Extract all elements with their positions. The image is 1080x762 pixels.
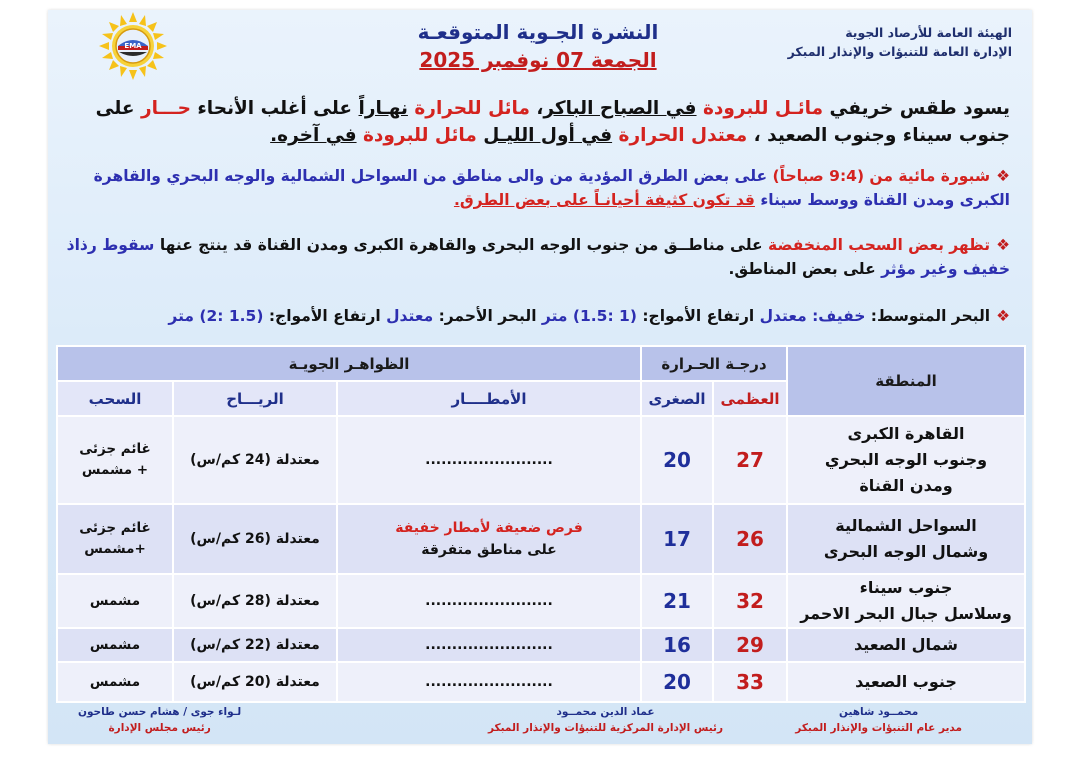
- med-waves-label: ارتفاع الأمواج:: [636, 307, 760, 325]
- bullet-icon: ❖: [996, 236, 1010, 254]
- header-phenomena: الظواهـر الجويـة: [57, 346, 641, 381]
- table-row: [57, 662, 1025, 702]
- region-cell: شمال الصعيد: [787, 628, 1025, 662]
- summary-underlined: نهـاراً: [358, 98, 408, 119]
- table-row: [57, 574, 1025, 628]
- header-temperature: درجـة الحـرارة: [641, 346, 787, 381]
- signature-forecast-director: محمــود شاهين مدير عام التنبؤات والإنذار المبكر: [795, 706, 962, 734]
- max-temp: 26: [713, 504, 787, 574]
- summary-text: على أغلب الأنحاء: [190, 98, 359, 119]
- signature-central-director: عماد الدين محمــود رئيس الإدارة المركزية للتنبؤات والإنذار المبكر: [488, 706, 724, 734]
- ema-logo: [90, 10, 176, 82]
- table-row: [57, 504, 1025, 574]
- sea-state: [66, 304, 1010, 328]
- rain-cell: ........................: [337, 416, 641, 504]
- summary-underlined: في آخره.: [270, 125, 357, 146]
- wind-cell: معتدلة (24 كم/س): [173, 416, 337, 504]
- region-cell: جنوب الصعيد: [787, 662, 1025, 702]
- cloud-headline: تظهر بعض السحب المنخفضة: [768, 236, 991, 254]
- header-max: العظمى: [713, 381, 787, 416]
- min-temp: 16: [641, 628, 713, 662]
- min-temp: 21: [641, 574, 713, 628]
- header-rain: الأمطــــار: [337, 381, 641, 416]
- med-waves-value: (1 :1.5) متر: [541, 307, 637, 325]
- med-sea-label: البحر المتوسط:: [865, 307, 991, 325]
- wind-cell: معتدلة (22 كم/س): [173, 628, 337, 662]
- header-wind: الريـــاح: [173, 381, 337, 416]
- org-name: الهيئة العامة للأرصاد الجوية: [845, 25, 1012, 40]
- red-sea-value: معتدل: [386, 307, 434, 325]
- summary-highlight: مائل للبرودة: [363, 125, 477, 146]
- bulletin-title: النشرة الجـوية المتوقعـة: [417, 20, 659, 44]
- region-cell: السواحل الشمالية وشمال الوجه البحرى: [787, 504, 1025, 574]
- max-temp: 32: [713, 574, 787, 628]
- summary-highlight: حـــار: [141, 98, 191, 119]
- rain-cell: فرص ضعيفة لأمطار خفيفة على مناطق متفرقة: [337, 504, 641, 574]
- max-temp: 27: [713, 416, 787, 504]
- rain-cell: ........................: [337, 574, 641, 628]
- red-waves-label: ارتفاع الأمواج:: [263, 307, 387, 325]
- summary-text: على جنوب سيناء وجنوب الصعيد ،: [95, 98, 1010, 146]
- region-cell: جنوب سيناء وسلاسل جبال البحر الاحمر: [787, 574, 1025, 628]
- fog-areas: على بعض الطرق المؤدية من والى مناطق من السواحل الشمالية والوجه البحري والقاهرة الكبرى ومدن القناة ووسط سيناء: [93, 167, 1010, 209]
- bulletin-date: الجمعة 07 نوفمبر 2025: [419, 48, 657, 72]
- wind-cell: معتدلة (20 كم/س): [173, 662, 337, 702]
- summary-underlined: في الصباح الباكر: [543, 98, 697, 119]
- header-region: المنطقة: [787, 346, 1025, 416]
- cloud-cell: مشمس: [57, 574, 173, 628]
- cloud-cell: غائم جزئى + مشمس: [57, 416, 173, 504]
- red-sea-label: البحر الأحمر:: [433, 307, 542, 325]
- med-sea-value: خفيف: معتدل: [759, 307, 866, 325]
- cloud-note: [66, 233, 1010, 281]
- weather-summary: [66, 95, 1010, 149]
- max-temp: 29: [713, 628, 787, 662]
- rain-cell: ........................: [337, 662, 641, 702]
- cloud-cell: مشمس: [57, 662, 173, 702]
- bullet-icon: ❖: [996, 307, 1010, 325]
- org-department: الإدارة العامة للتنبؤات والإنذار المبكر: [787, 44, 1012, 59]
- fog-density-note: قد تكون كثيفة أحيانـاً على بعض الطرق.: [453, 191, 755, 209]
- header-min: الصغرى: [641, 381, 713, 416]
- cloud-areas: على مناطــق من جنوب الوجه البحرى والقاهرة الكبرى ومدن القناة قد ينتج عنها: [154, 236, 769, 254]
- cloud-end: على بعض المناطق.: [728, 260, 882, 278]
- organization-block: [788, 23, 1012, 61]
- table-row: [57, 416, 1025, 504]
- cloud-cell: غائم جزئى +مشمس: [57, 504, 173, 574]
- header-clouds: السحب: [57, 381, 173, 416]
- min-temp: 20: [641, 662, 713, 702]
- bulletin-sheet: [48, 10, 1032, 744]
- max-temp: 33: [713, 662, 787, 702]
- summary-text: ،: [529, 98, 544, 119]
- drizzle-note: سقوط رذاذ خفيف وغير مؤثر: [66, 236, 1010, 278]
- fog-time: شبورة مائية من (9:4 صباحاً): [772, 167, 991, 185]
- summary-highlight: مائـل للبرودة: [702, 98, 824, 119]
- min-temp: 20: [641, 416, 713, 504]
- bulletin-title-block: [378, 18, 698, 74]
- table-row: [57, 628, 1025, 662]
- min-temp: 17: [641, 504, 713, 574]
- svg-text:EMA: EMA: [124, 42, 142, 50]
- cloud-cell: مشمس: [57, 628, 173, 662]
- wind-cell: معتدلة (28 كم/س): [173, 574, 337, 628]
- fog-warning: [66, 164, 1010, 212]
- red-waves-value: (1.5 :2) متر: [168, 307, 264, 325]
- summary-text: يسود طقس خريفي: [823, 98, 1010, 119]
- wind-cell: معتدلة (26 كم/س): [173, 504, 337, 574]
- signature-board-chairman: لـواء جوى / هشام حسن طاحون رئيس مجلس الإدارة: [78, 706, 242, 734]
- summary-highlight: مائل للحرارة: [414, 98, 530, 119]
- bullet-icon: ❖: [996, 167, 1010, 185]
- forecast-table: [56, 345, 1026, 703]
- region-cell: القاهرة الكبرى وجنوب الوجه البحري ومدن القناة: [787, 416, 1025, 504]
- summary-underlined: في أول الليـل: [483, 125, 613, 146]
- rain-cell: ........................: [337, 628, 641, 662]
- summary-highlight: معتدل الحرارة: [618, 125, 748, 146]
